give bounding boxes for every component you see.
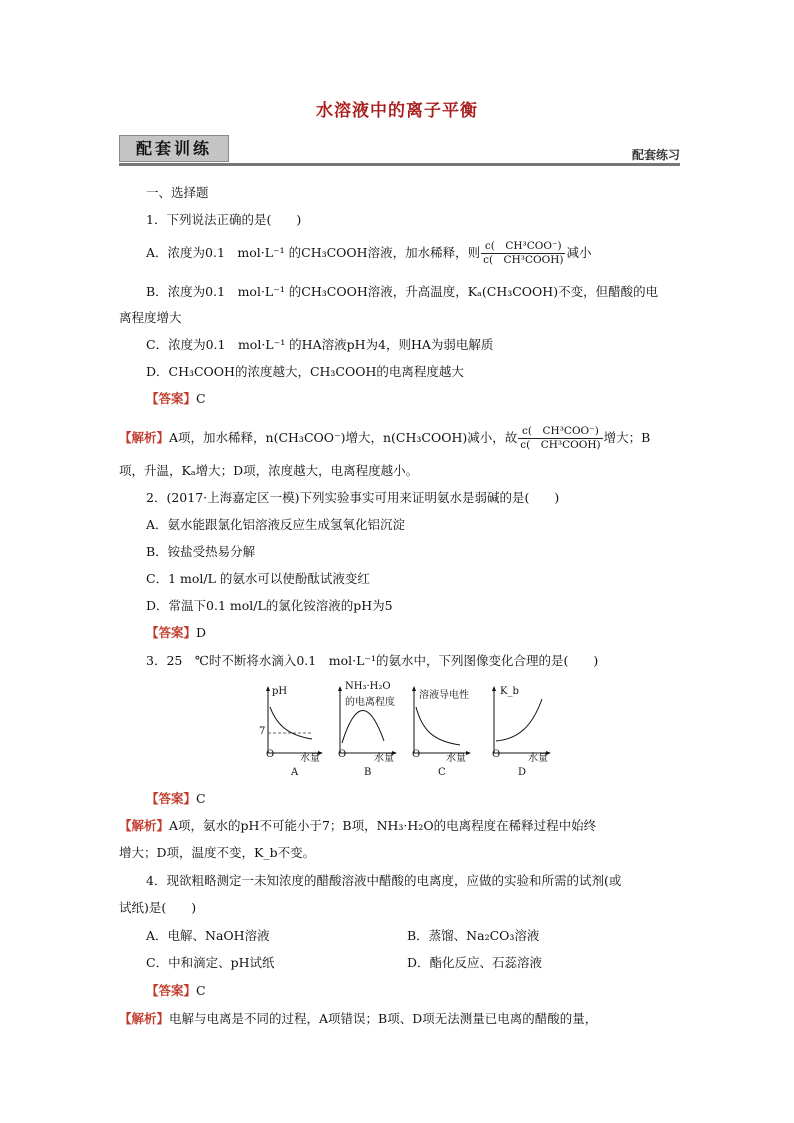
q4-answer [146,982,206,1000]
answer-value: C [196,791,206,806]
graph-xlabel: 水量 [374,753,394,764]
q1-explanation [119,425,650,452]
graph-origin: O [492,749,501,760]
graph-xlabel: 水量 [528,753,548,764]
graph-label-a: A [291,767,299,778]
q4-stem-cont: 试纸)是( ) [119,900,197,915]
answer-tag: 【答案】 [146,625,197,640]
graph-b-ylabel-1: NH₃·H₂O [345,681,391,692]
q4-option-c: C．中和滴定、pH试纸 [146,955,275,970]
q1-option-a [146,240,591,267]
q1-option-b: B．浓度为0.1 mol·L⁻¹ 的CH₃COOH溶液，升高温度，Kₐ(CH₃COOH)不变，但醋酸的电 [146,284,659,299]
q2-option-a: A．氨水能跟氯化铝溶液反应生成氢氧化铝沉淀 [146,517,406,532]
q4-option-b: B．蒸馏、Na₂CO₃溶液 [407,928,540,943]
q1-option-a-tail: 减小 [566,245,592,260]
graph-label-c: C [438,767,446,778]
q3-answer [146,790,206,808]
answer-tag: 【答案】 [146,391,197,406]
explanation-tag: 【解析】 [119,818,170,833]
q1-stem: 1．下列说法正确的是( ) [146,212,302,227]
banner-right-label: 配套练习 [631,148,680,162]
answer-value: C [196,983,206,998]
q3-explanation [119,817,596,835]
graph-a-seven: 7 [259,726,266,737]
q4-explanation [119,1010,597,1028]
graph-c-ylabel: 溶液导电性 [419,690,469,701]
graph-d-ylabel: K_b [500,686,519,697]
q2-option-d: D．常温下0.1 mol/L的氯化铵溶液的pH为5 [146,598,393,613]
q2-option-c: C．1 mol/L 的氨水可以使酚酞试液变红 [146,571,370,586]
section-heading: 一、选择题 [146,185,209,200]
graph-label-d: D [518,767,527,778]
q4-option-d: D．酯化反应、石蕊溶液 [407,955,543,970]
graph-origin: O [412,749,421,760]
q3-stem: 3．25 ℃时不断将水滴入0.1 mol·L⁻¹的氨水中，下列图像变化合理的是( ) [146,653,599,668]
q1-frac-den: c( CH³COOH) [483,254,564,266]
banner-label: 配套训练 [119,135,229,162]
q1-frac-num: c( CH³COO⁻) [481,240,565,254]
q3-graphs [256,683,556,783]
q1-explanation-cont: 项，升温，Kₐ增大；D项，浓度越大，电离程度越小。 [119,463,419,478]
banner-divider [119,163,680,166]
graph-origin: O [266,749,275,760]
q1-exp-fraction [518,425,602,452]
q1-exp-num: c( CH³COO⁻) [518,425,602,439]
graph-b-ylabel-2: 的电离程度 [345,697,395,708]
q1-option-d: D．CH₃COOH的浓度越大，CH₃COOH的电离程度越大 [146,364,464,379]
q2-stem: 2．(2017·上海嘉定区一模)下列实验事实可用来证明氨水是弱碱的是( ) [146,490,560,505]
q4-explanation-text: 电解与电离是不同的过程，A项错误；B项、D项无法测量已电离的醋酸的量， [169,1011,598,1026]
q3-explanation-cont: 增大；D项，温度不变，K_b不变。 [119,845,316,860]
q1-answer [146,390,206,408]
q1-option-b-cont: 离程度增大 [119,310,182,325]
q1-option-a-fraction [481,240,565,267]
q3-explanation-text: A项，氨水的pH不可能小于7；B项，NH₃·H₂O的电离程度在稀释过程中始终 [169,818,597,833]
q4-option-a: A．电解、NaOH溶液 [146,928,270,943]
graph-a-ylabel: pH [272,686,288,697]
q3-graph-axes [256,683,556,783]
answer-tag: 【答案】 [146,983,197,998]
q2-answer [146,624,206,642]
q4-stem: 4．现欲粗略测定一未知浓度的醋酸溶液中醋酸的电离度，应做的实验和所需的试剂(或 [146,873,622,888]
q1-option-c: C．浓度为0.1 mol·L⁻¹ 的HA溶液pH为4，则HA为弱电解质 [146,337,494,352]
graph-origin: O [338,749,347,760]
explanation-tag: 【解析】 [119,1011,170,1026]
explanation-tag: 【解析】 [119,430,170,445]
q1-explanation-tail: 增大；B [603,430,651,445]
q2-option-b: B．铵盐受热易分解 [146,544,256,559]
q1-exp-den: c( CH³COOH) [520,439,601,451]
graph-label-b: B [364,767,372,778]
graph-xlabel: 水量 [446,753,466,764]
q1-option-a-text: A．浓度为0.1 mol·L⁻¹ 的CH₃COOH溶液，加水稀释，则 [146,245,481,260]
answer-value: D [196,625,207,640]
q1-explanation-text: A项，加水稀释，n(CH₃COO⁻)增大，n(CH₃COOH)减小，故 [169,430,518,445]
answer-tag: 【答案】 [146,791,197,806]
page-title: 水溶液中的离子平衡 [316,101,478,121]
graph-xlabel: 水量 [300,753,320,764]
answer-value: C [196,391,206,406]
